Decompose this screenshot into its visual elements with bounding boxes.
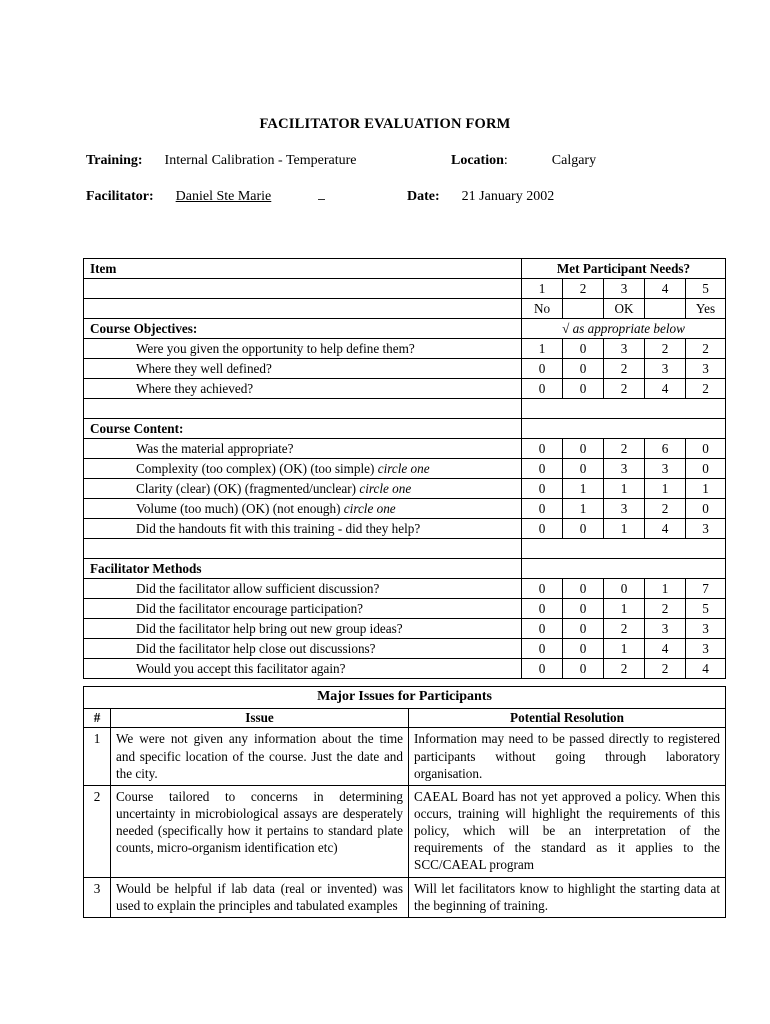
item-label-complexity xyxy=(84,459,522,479)
score-3: 2 xyxy=(604,659,645,679)
item-label-text: Complexity (too complex) (OK) (too simple) xyxy=(136,460,378,476)
resolution-text: Will let facilitators know to highlight the starting data at the beginning of training. xyxy=(409,877,726,917)
score-2: 0 xyxy=(563,599,604,619)
score-2: 0 xyxy=(563,439,604,459)
score-2: 1 xyxy=(563,479,604,499)
resolution-text: Information may need to be passed directly to registered participants without going through laboratory organisation. xyxy=(409,728,726,785)
score-5: 0 xyxy=(686,459,726,479)
score-1: 0 xyxy=(522,659,563,679)
facilitator-date-row xyxy=(86,189,726,207)
table-row xyxy=(84,359,726,379)
score-1: 0 xyxy=(522,479,563,499)
major-issues-table xyxy=(83,686,726,918)
evaluation-table xyxy=(83,258,726,679)
score-2: 0 xyxy=(563,659,604,679)
score-4: 3 xyxy=(645,459,686,479)
scale-blank-cell xyxy=(84,279,522,299)
table-row xyxy=(84,599,726,619)
score-3: 1 xyxy=(604,479,645,499)
location-group xyxy=(451,153,596,169)
circle-one-note: circle one xyxy=(377,460,430,476)
score-5: 5 xyxy=(686,599,726,619)
score-5: 2 xyxy=(686,339,726,359)
section-heading-1: Course Content: xyxy=(84,419,522,439)
table-row-scale-numbers xyxy=(84,279,726,299)
table-row xyxy=(84,459,726,479)
score-3: 1 xyxy=(604,519,645,539)
table-row xyxy=(84,619,726,639)
table-row xyxy=(84,877,726,917)
issue-number: 2 xyxy=(84,785,111,877)
resolution-text: CAEAL Board has not yet approved a policy. When this occurs, training will highlight the requirements of this policy, which will be an interpretation of the requirements of the standard as it applies to the SCC/CAEAL program xyxy=(409,785,726,877)
section-heading-2: Facilitator Methods xyxy=(84,559,522,579)
table-row-spacer xyxy=(84,539,726,559)
score-3: 3 xyxy=(604,499,645,519)
scale-words-blank-cell xyxy=(84,299,522,319)
score-5: 1 xyxy=(686,479,726,499)
scale-word-yes: Yes xyxy=(686,299,726,319)
item-label: Where they achieved? xyxy=(84,379,522,399)
scale-word-4 xyxy=(645,299,686,319)
table-row xyxy=(84,479,726,499)
table-row xyxy=(84,639,726,659)
score-3: 0 xyxy=(604,579,645,599)
section-heading-0: Course Objectives: xyxy=(84,319,522,339)
stray-dash-mark xyxy=(318,199,325,200)
table-row xyxy=(84,439,726,459)
table-row xyxy=(84,519,726,539)
table-row xyxy=(84,659,726,679)
item-label: Did the facilitator allow sufficient discussion? xyxy=(84,579,522,599)
score-2: 0 xyxy=(563,339,604,359)
column-header-issue: Issue xyxy=(111,709,409,728)
issue-text: We were not given any information about the time and specific location of the course. Just the date and the city. xyxy=(111,728,409,785)
scale-number-2: 2 xyxy=(563,279,604,299)
table-row-header xyxy=(84,259,726,279)
table-row-spacer xyxy=(84,399,726,419)
score-4: 1 xyxy=(645,479,686,499)
item-label: Did the facilitator help close out discussions? xyxy=(84,639,522,659)
table-row-columns xyxy=(84,709,726,728)
score-2: 0 xyxy=(563,639,604,659)
spacer-cell xyxy=(84,399,522,419)
score-5: 3 xyxy=(686,639,726,659)
score-4: 2 xyxy=(645,659,686,679)
scale-number-3: 3 xyxy=(604,279,645,299)
score-2: 1 xyxy=(563,499,604,519)
section-heading-2-scores xyxy=(522,559,726,579)
score-1: 0 xyxy=(522,639,563,659)
spacer-cell-scores xyxy=(522,539,726,559)
score-5: 3 xyxy=(686,519,726,539)
scale-number-4: 4 xyxy=(645,279,686,299)
score-4: 4 xyxy=(645,519,686,539)
facilitator-value: Daniel Ste Marie xyxy=(175,189,272,204)
table-row xyxy=(84,785,726,877)
column-header-resolution: Potential Resolution xyxy=(409,709,726,728)
score-3: 3 xyxy=(604,339,645,359)
score-5: 0 xyxy=(686,439,726,459)
column-header-number: # xyxy=(84,709,111,728)
issue-number: 3 xyxy=(84,877,111,917)
score-3: 2 xyxy=(604,619,645,639)
score-4: 4 xyxy=(645,379,686,399)
score-4: 3 xyxy=(645,619,686,639)
score-2: 0 xyxy=(563,519,604,539)
training-label: Training: xyxy=(86,153,143,168)
table-row-section-heading xyxy=(84,319,726,339)
score-1: 0 xyxy=(522,459,563,479)
item-label-volume xyxy=(84,499,522,519)
score-1: 0 xyxy=(522,519,563,539)
item-label: Was the material appropriate? xyxy=(84,439,522,459)
score-4: 2 xyxy=(645,599,686,619)
date-value: 21 January 2002 xyxy=(461,189,555,204)
issues-table-title: Major Issues for Participants xyxy=(84,687,726,709)
score-4: 2 xyxy=(645,339,686,359)
score-4: 2 xyxy=(645,499,686,519)
item-label-clarity xyxy=(84,479,522,499)
score-3: 2 xyxy=(604,379,645,399)
score-1: 0 xyxy=(522,499,563,519)
score-1: 0 xyxy=(522,359,563,379)
table-row-title xyxy=(84,687,726,709)
score-5: 2 xyxy=(686,379,726,399)
score-1: 0 xyxy=(522,379,563,399)
spacer-cell-scores xyxy=(522,399,726,419)
score-2: 0 xyxy=(563,619,604,639)
scale-number-1: 1 xyxy=(522,279,563,299)
needs-header: Met Participant Needs? xyxy=(522,259,726,279)
score-1: 0 xyxy=(522,579,563,599)
table-row xyxy=(84,728,726,785)
score-2: 0 xyxy=(563,379,604,399)
item-label-text: Clarity (clear) (OK) (fragmented/unclear) xyxy=(136,480,360,496)
score-5: 7 xyxy=(686,579,726,599)
score-1: 0 xyxy=(522,599,563,619)
score-1: 0 xyxy=(522,619,563,639)
issue-text: Would be helpful if lab data (real or invented) was used to explain the principles and tabulated examples xyxy=(111,877,409,917)
score-4: 4 xyxy=(645,639,686,659)
page-title: FACILITATOR EVALUATION FORM xyxy=(259,116,511,132)
table-row-section-heading xyxy=(84,559,726,579)
table-row-section-heading xyxy=(84,419,726,439)
item-label: Where they well defined? xyxy=(84,359,522,379)
score-4: 6 xyxy=(645,439,686,459)
item-label: Did the handouts fit with this training - did they help? xyxy=(84,519,522,539)
circle-one-note: circle one xyxy=(359,480,412,496)
score-3: 2 xyxy=(604,439,645,459)
table-row xyxy=(84,339,726,359)
score-3: 1 xyxy=(604,599,645,619)
score-3: 1 xyxy=(604,639,645,659)
score-1: 1 xyxy=(522,339,563,359)
table-row xyxy=(84,379,726,399)
location-value: Calgary xyxy=(551,153,597,168)
score-3: 2 xyxy=(604,359,645,379)
score-5: 0 xyxy=(686,499,726,519)
score-2: 0 xyxy=(563,459,604,479)
issue-text: Course tailored to concerns in determining uncertainty in microbiological assays are desperately needed (specifically how it pertains to standard plate counts, micro-organism identification etc) xyxy=(111,785,409,877)
training-value: Internal Calibration - Temperature xyxy=(164,153,357,168)
item-label: Did the facilitator help bring out new group ideas? xyxy=(84,619,522,639)
score-5: 3 xyxy=(686,619,726,639)
item-label: Were you given the opportunity to help define them? xyxy=(84,339,522,359)
item-header: Item xyxy=(84,259,522,279)
issue-number: 1 xyxy=(84,728,111,785)
location-colon: : xyxy=(503,153,508,168)
location-label: Location xyxy=(451,153,504,168)
score-5: 3 xyxy=(686,359,726,379)
table-row-scale-words xyxy=(84,299,726,319)
date-group xyxy=(407,189,554,205)
score-5: 4 xyxy=(686,659,726,679)
score-2: 0 xyxy=(563,579,604,599)
circle-one-note: circle one xyxy=(343,500,396,516)
score-4: 3 xyxy=(645,359,686,379)
scale-instruction: √ as appropriate below xyxy=(522,319,726,339)
item-label: Did the facilitator encourage participation? xyxy=(84,599,522,619)
score-2: 0 xyxy=(563,359,604,379)
scale-word-2 xyxy=(563,299,604,319)
score-1: 0 xyxy=(522,439,563,459)
item-label: Would you accept this facilitator again? xyxy=(84,659,522,679)
table-row xyxy=(84,579,726,599)
training-location-row xyxy=(86,153,726,171)
date-label: Date: xyxy=(407,189,440,204)
facilitator-label: Facilitator: xyxy=(86,189,154,204)
scale-word-no: No xyxy=(522,299,563,319)
item-label-text: Volume (too much) (OK) (not enough) xyxy=(136,500,344,516)
scale-word-ok: OK xyxy=(604,299,645,319)
table-row xyxy=(84,499,726,519)
spacer-cell xyxy=(84,539,522,559)
score-4: 1 xyxy=(645,579,686,599)
scale-number-5: 5 xyxy=(686,279,726,299)
score-3: 3 xyxy=(604,459,645,479)
section-heading-1-scores xyxy=(522,419,726,439)
